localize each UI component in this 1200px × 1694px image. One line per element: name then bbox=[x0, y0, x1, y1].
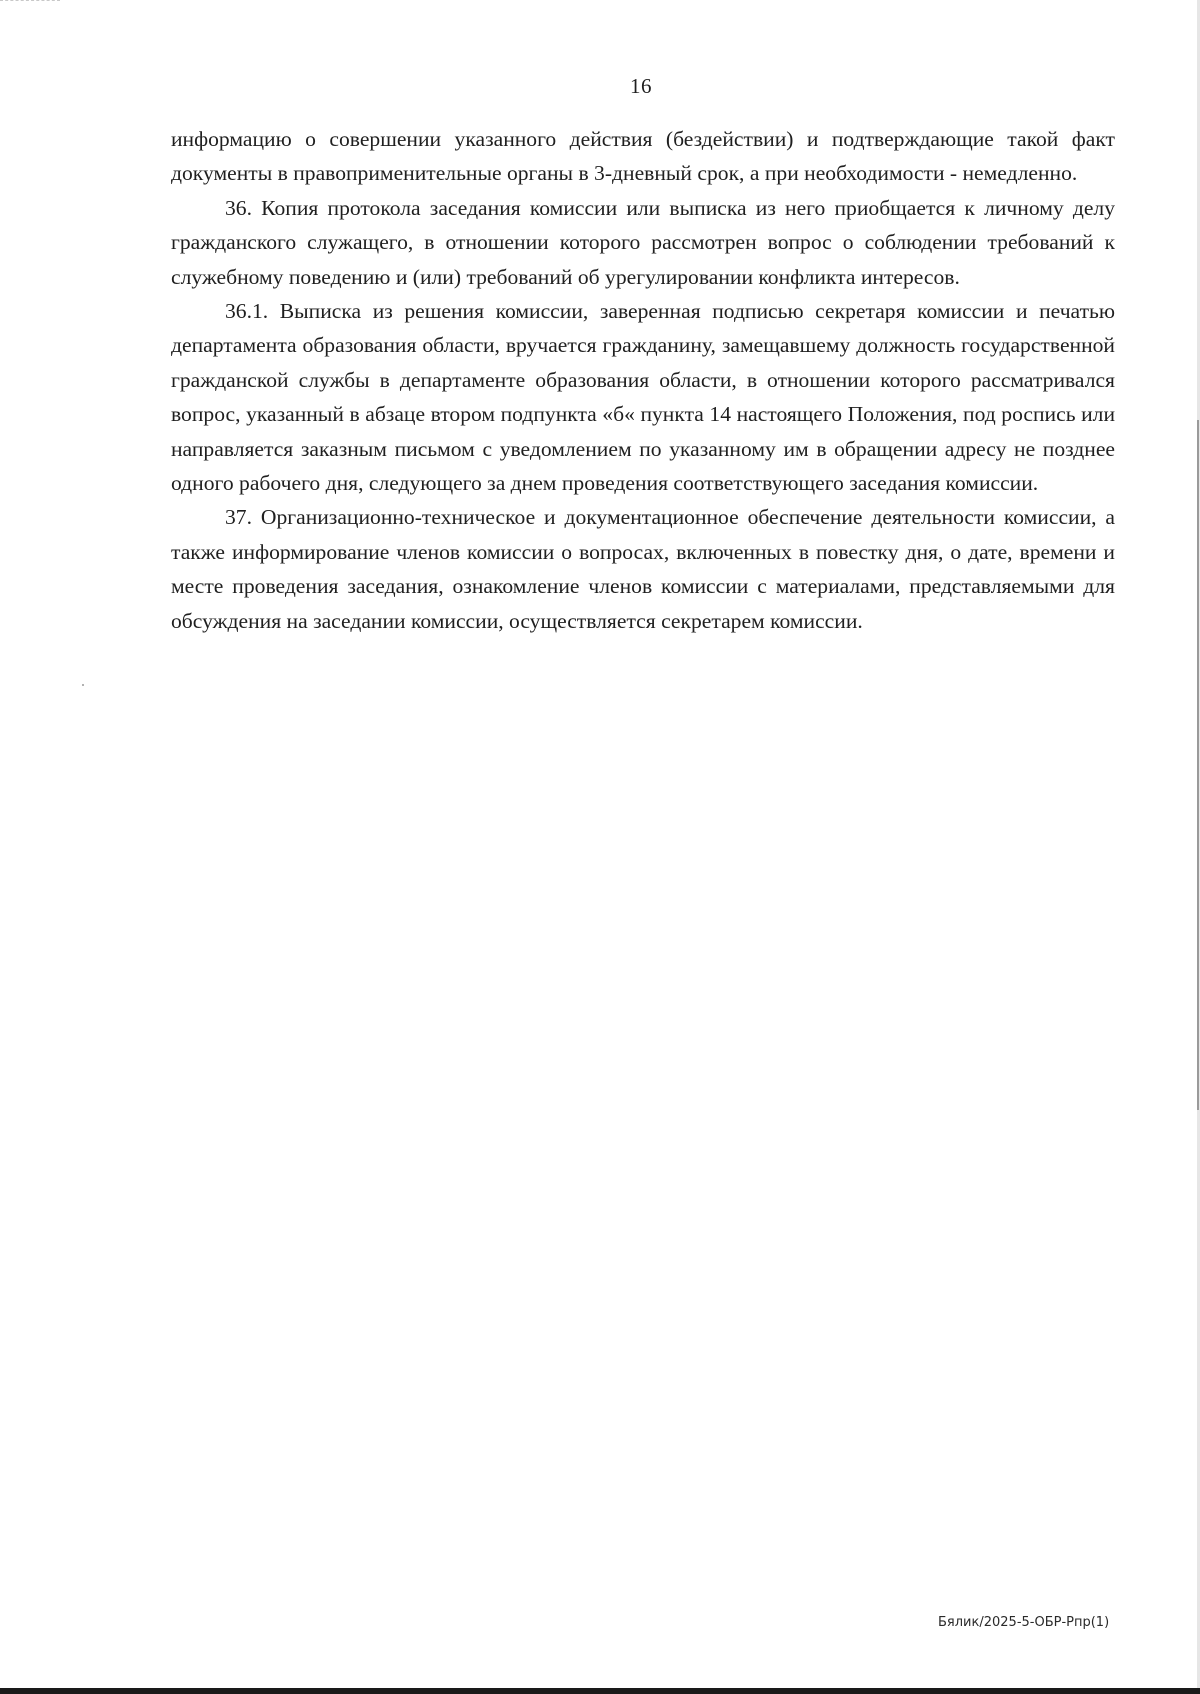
paragraph-36-1: 36.1. Выписка из решения комиссии, заверенная подписью секретаря комиссии и печатью департамента образования области, вручается гражданину, замещавшему должность государственной гражданской службы в департаменте образования области, в отношении которого рассматривался вопрос, указанный в абзаце втором подпункта «б« пункта 14 настоящего Положения, под роспись или направляется заказным письмом с уведомлением по указанному им в обращении адресу не позднее одного рабочего дня, следующего за днем проведения соответствующего заседания комиссии. bbox=[171, 299, 1115, 496]
scan-edge-bottom bbox=[0, 1688, 1200, 1694]
paragraph-36: 36. Копия протокола заседания комиссии или выписка из него приобщается к личному делу гражданского служащего, в отношении которого рассмотрен вопрос о соблюдении требований к служебному поведению и (или) требований об урегулировании конфликта интересов. bbox=[171, 195, 1115, 289]
scan-artifact-top bbox=[0, 0, 60, 4]
scan-artifact-dot bbox=[82, 684, 84, 686]
paragraph-continuation: информацию о совершении указанного действия (бездействии) и подтверждающие такой факт документы в правоприменительные органы в 3-дневный срок, а при необходимости - немедленно. bbox=[171, 127, 1115, 186]
document-body bbox=[171, 122, 1115, 638]
paragraph-37: 37. Организационно-техническое и документационное обеспечение деятельности комиссии, а также информирование членов комиссии о вопросах, включенных в повестку дня, о дате, времени и месте проведения заседания, ознакомление членов комиссии с материалами, представляемыми для обсуждения на заседании комиссии, осуществляется секретарем комиссии. bbox=[171, 505, 1115, 633]
page-number: 16 bbox=[630, 74, 652, 98]
scan-edge-right-mark bbox=[1197, 420, 1199, 1110]
document-footer-code: Бялик/2025-5-ОБР-Рпр(1) bbox=[938, 1615, 1110, 1630]
